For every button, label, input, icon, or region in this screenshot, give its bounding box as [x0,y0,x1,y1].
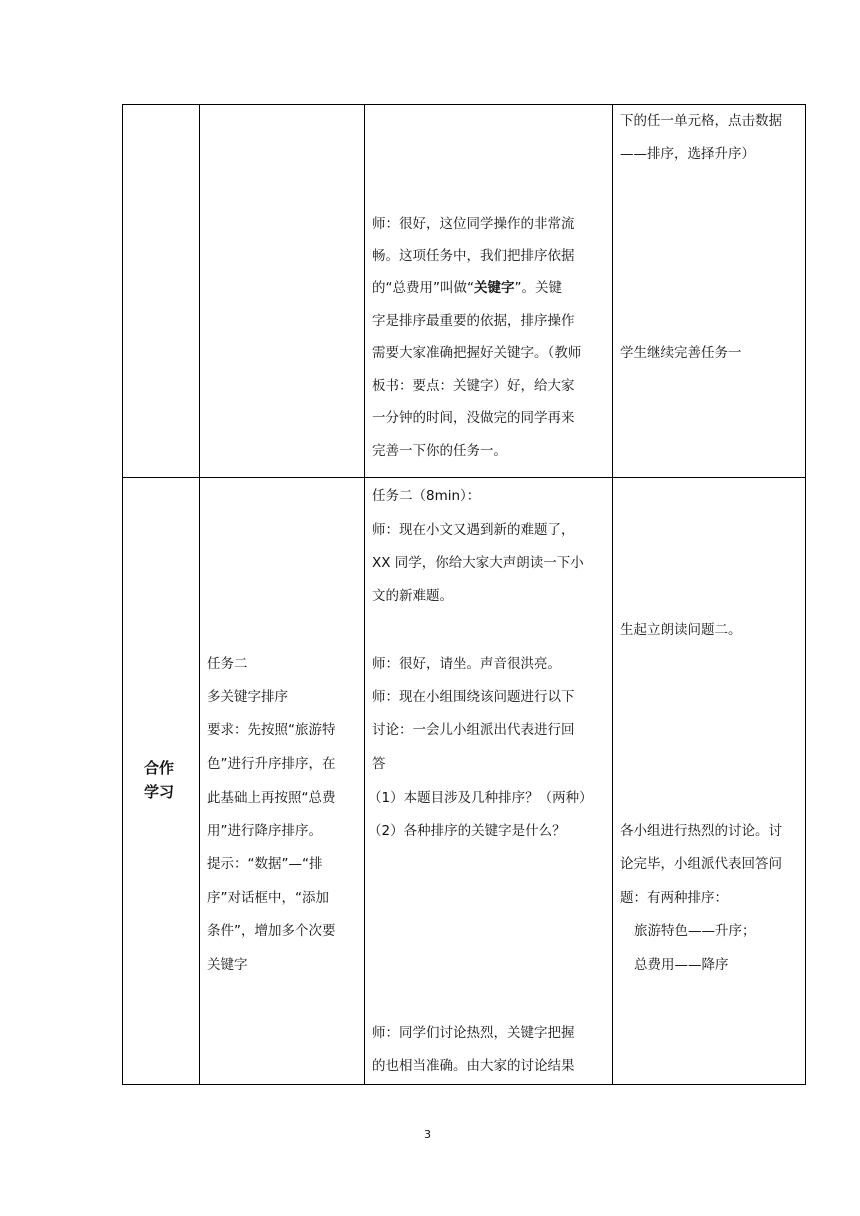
keyword-emphasis: 关键字 [473,280,515,296]
text-run: ”。关键 [514,280,562,296]
text-run: 的“总费用”叫做“ [372,280,474,296]
stage-label: 学习 [144,783,175,801]
text-line: 用”进行降序排序。 [207,823,322,839]
table-bottom-border [122,1084,806,1085]
column-divider-1 [199,104,200,1084]
text-line: XX 同学，你给大家大声朗读一下小 [372,555,584,571]
text-line: 条件”，增加多个次要 [207,923,336,939]
text-line: 各小组进行热烈的讨论。讨 [620,823,782,839]
text-line: 的也相当准确。由大家的讨论结果 [372,1058,575,1074]
text-line: 色”进行升序排序，在 [207,756,336,772]
text-line: （1）本题目涉及几种排序？（两种） [368,790,593,806]
page-number: 3 [424,1128,431,1141]
text-line: 提示：“数据”—“排 [207,856,323,872]
text-line: 答 [372,756,386,772]
text-line: 师：现在小组围绕该问题进行以下 [372,689,575,705]
table-top-border [122,104,806,105]
text-line: 学生继续完善任务一 [620,345,742,361]
text-line: 下的任一单元格，点击数据 [620,113,782,129]
text-line: 师：很好，请坐。声音很洪亮。 [372,656,561,672]
text-line: 讨论：一会儿小组派出代表进行回 [372,722,575,738]
text-line: 完善一下你的任务一。 [372,443,507,459]
text-line: 字是排序最重要的依据，排序操作 [372,313,575,329]
text-line: 旅游特色——升序； [634,923,756,939]
text-line: ——排序，选择升序） [620,146,755,162]
text-line: 生起立朗读问题二。 [620,622,742,638]
text-line: 任务二（8min）： [372,488,481,504]
text-line: 此基础上再按照“总费 [207,790,336,806]
table-left-border [122,104,123,1084]
text-line: 一分钟的时间，没做完的同学再来 [372,410,575,426]
text-line: 任务二 [207,656,248,672]
text-line: 题：有两种排序： [620,890,728,906]
text-line: 师：现在小文又遇到新的难题了， [372,522,575,538]
row-divider [122,477,806,478]
text-line: 关键字 [207,957,248,973]
text-line: 畅。这项任务中，我们把排序依据 [372,248,575,264]
table-right-border [805,104,806,1084]
text-line: 序”对话框中，“添加 [207,890,329,906]
stage-label: 合作 [144,759,175,777]
column-divider-2 [364,104,365,1084]
text-line: 文的新难题。 [372,588,453,604]
text-line: 要求：先按照“旅游特 [207,722,336,738]
text-line: 师：很好，这位同学操作的非常流 [372,216,575,232]
text-line [372,280,562,296]
text-line: 需要大家准确把握好关键字。（教师 [372,345,582,361]
text-line: 师：同学们讨论热烈，关键字把握 [372,1025,575,1041]
text-line: 论完毕，小组派代表回答问 [620,856,782,872]
text-line: 板书：要点：关键字）好，给大家 [372,378,575,394]
text-line: 多关键字排序 [207,689,288,705]
text-line: 总费用——降序 [634,957,729,973]
column-divider-3 [612,104,613,1084]
text-line: （2）各种排序的关键字是什么？ [368,823,566,839]
